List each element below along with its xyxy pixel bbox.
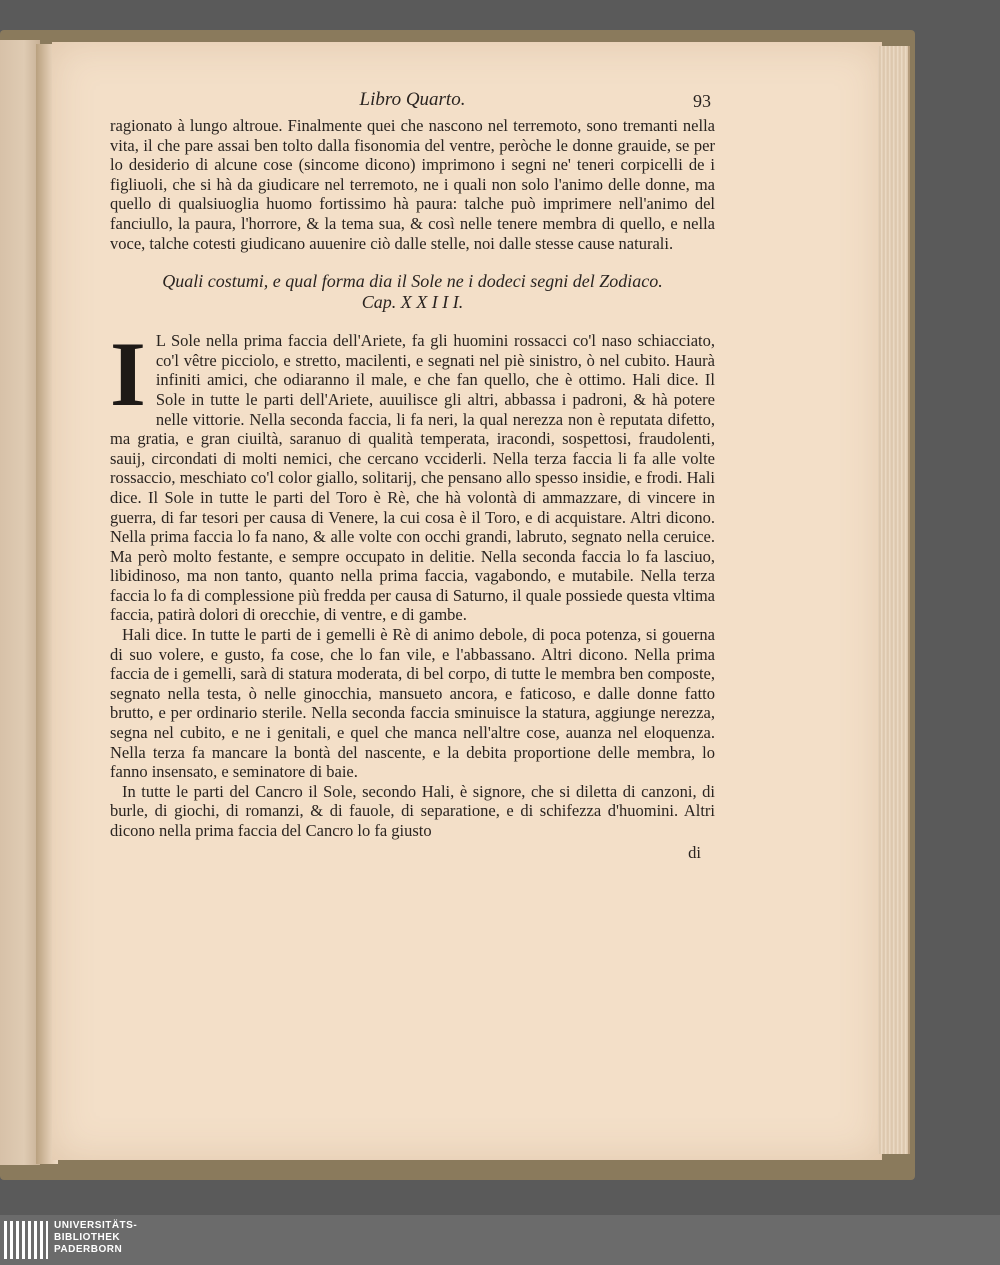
chapter-number: Cap. X X I I I. (361, 292, 464, 313)
running-head-title: Libro Quarto. (359, 89, 466, 110)
library-name (54, 1220, 137, 1256)
running-head (110, 90, 715, 116)
library-name-line-1: UNIVERSITÄTS- (54, 1220, 138, 1231)
page-number: 93 (693, 91, 711, 111)
body-paragraph-1: L Sole nella prima faccia dell'Ariete, fa gli huomini rossacci co'l naso schiacciato, co'l vêtre picciolo, e stretto, macilenti, e segnati nel piè sinistro, ò nel cubito. Haurà infiniti amici, che odiaranno il male, e che fan quello, che è ottimo. Hali dice. Il Sole in tutte le parti dell'Ariete, auuilisce gli altri, abbassa i padroni, & hà potere nelle vittorie. Nella seconda faccia, li fa neri, la qual nerezza non è reputata difetto, ma gratia, e gran ciuiltà, saranuo di qualità temperata, iracondi, sospettosi, fraudolenti, sauij, circondati di molti nemici, che cercano vcciderli. Nella terza faccia li fa alle volte rossaccio, meschiato co'l color giallo, solitarij, che pensano allo spesso insidie, e frodi. Hali dice. Il Sole in tutte le parti del Toro è Rè, che hà volontà di ammazzare, di vincere in guerra, di far tesori per causa di Venere, la cui cosa è il Toro, e di acquistare. Altri dicono. Nella prima faccia lo fa nano, & alle volte con occhi grandi, labruto, segnato nella ceruice. Ma però molto festante, e sempre occupato in delitie. Nella seconda faccia lo fa lasciuo, libidinoso, ma non tanto, quanto nella prima faccia, vagabondo, e mutabile. Nella terza faccia lo fa di complessione più fredda per causa di Saturno, il quale possiede questa vltima faccia, patirà dolori di orecchie, di ventre, e di gambe. (110, 331, 715, 625)
page-text-block (110, 90, 715, 862)
chapter-body (110, 323, 715, 625)
chapter-title: Quali costumi, e qual forma dia il Sole ne i dodeci segni del Zodiaco. (162, 271, 663, 292)
catchword: di (688, 842, 701, 862)
library-name-line-3: PADERBORN (54, 1244, 123, 1255)
drop-cap-initial: I (110, 323, 146, 426)
intro-paragraph: ragionato à lungo altroue. Finalmente quei che nascono nel terremoto, sono tremanti nella vita, il che pare assai ben tolto dalla fisonomia del ventre, peròche le donne grauide, se per lo desiderio di alcune cose (sincome dicono) imprimono i segni ne' teneri corpicelli de i figliuoli, che si hà da giudicare nel terremoto, ne i quali non solo l'animo delle donne, ma quello di qualsiuoglia huomo fortissimo hà paura: talche può imprimere nell'animo del fanciullo, la paura, l'horrore, & la tema sua, & così nelle tenere membra di quello, e nella voce, talche cotesti giudicano auuenire ciò dalle stelle, noi dalle stesse cause naturali. (110, 116, 715, 253)
library-logo-icon (4, 1221, 48, 1259)
page-fore-edge (878, 46, 910, 1154)
body-paragraph-3: In tutte le parti del Cancro il Sole, secondo Hali, è signore, che si diletta di canzoni, di burle, di giochi, di romanzi, & di fauole, di separatione, e di schifezza d'huomini. Altri dicono nella prima faccia del Cancro lo fa giusto (110, 781, 715, 840)
left-page-edge (0, 40, 40, 1165)
library-name-line-2: BIBLIOTHEK (54, 1232, 121, 1243)
chapter-heading (110, 271, 715, 313)
body-paragraph-2: Hali dice. In tutte le parti de i gemelli è Rè di animo debole, di poca potenza, si gouerna di suo volere, e gusto, fa cose, che lo fan vile, e l'abbassano. Altri dicono. Nella prima faccia de i gemelli, sarà di statura moderata, di bel corpo, di tutte le membra ben composte, segnato nella testa, ò nelle ginocchia, mansueto ancora, e faticoso, e dalle donne fatto brutto, e per ordinario sterile. Nella seconda faccia sminuisce la statura, aggiunge nerezza, segna nel cubito, e ne i genitali, e quel che manca nell'altre cose, auanza nel eloquenza. Nella terza fa mancare la bontà del nascente, e la debita proportione delle membra, lo fanno insensato, e seminatore di baie. (110, 625, 715, 782)
library-footer-bar (0, 1215, 1000, 1265)
